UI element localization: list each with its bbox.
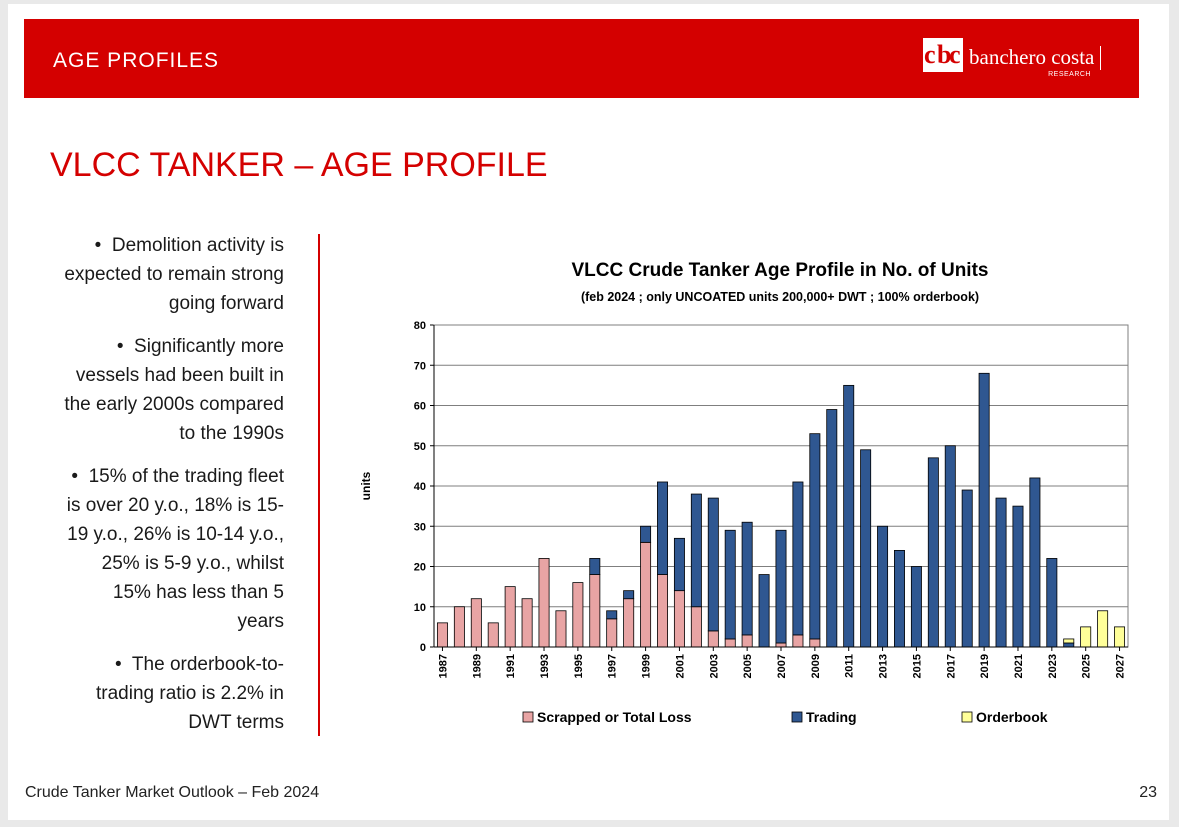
- x-tick-label: 2023: [1046, 654, 1059, 679]
- bar-trading-2017: [945, 446, 955, 647]
- x-tick-label: 2007: [776, 654, 788, 679]
- bar-trading-2012: [861, 450, 871, 647]
- bar-trading-2006: [759, 575, 769, 647]
- x-tick-label: 2017: [945, 654, 958, 679]
- bullet-list: [62, 231, 284, 751]
- bar-orderbook-2026: [1098, 611, 1108, 647]
- legend-item: [523, 709, 692, 725]
- y-tick-label: 30: [413, 521, 426, 534]
- chart-title: VLCC Crude Tanker Age Profile in No. of Units: [571, 260, 989, 281]
- x-tick-label: 2015: [911, 654, 924, 679]
- x-tick-label: 1997: [606, 654, 619, 679]
- bar-trading-2019: [979, 373, 989, 647]
- bar-scrapped-2004: [725, 639, 735, 647]
- age-profile-chart: [340, 250, 1160, 750]
- bar-trading-2023: [1047, 558, 1057, 647]
- bar-scrapped-1998: [624, 599, 634, 647]
- legend-label: Scrapped or Total Loss: [537, 709, 692, 725]
- chart-subtitle: (feb 2024 ; only UNCOATED units 200,000+ DWT ; 100% orderbook): [580, 290, 980, 304]
- bar-orderbook-2024: [1064, 639, 1074, 643]
- bar-trading-1996: [590, 558, 600, 574]
- y-tick-label: 70: [413, 360, 426, 373]
- bar-scrapped-1997: [607, 619, 617, 647]
- bar-trading-2009: [810, 434, 820, 639]
- x-tick-label: 2019: [979, 654, 992, 679]
- y-tick-label: 0: [419, 642, 426, 654]
- bar-orderbook-2027: [1114, 627, 1124, 647]
- header-banner: [24, 19, 1139, 98]
- y-tick-label: 10: [413, 601, 426, 614]
- bar-trading-2002: [691, 494, 701, 607]
- legend: [523, 709, 1048, 725]
- bar-trading-2024: [1064, 643, 1074, 647]
- y-tick-label: 50: [413, 440, 426, 453]
- x-tick-label: 1991: [505, 654, 518, 679]
- bar-trading-2007: [776, 530, 786, 643]
- bar-scrapped-1990: [488, 623, 498, 647]
- bar-trading-1999: [641, 526, 651, 542]
- bullet-text: 15% of the trading fleet is over 20 y.o., 18% is 15-19 y.o., 26% is 10-14 y.o., 25% is 5-9 y.o., whilst 15% has less than 5 years: [66, 466, 284, 632]
- bar-trading-2001: [674, 538, 684, 590]
- legend-label: Trading: [806, 709, 857, 725]
- bar-scrapped-1989: [471, 599, 481, 647]
- x-tick-label: 1987: [437, 654, 450, 679]
- bar-scrapped-2008: [793, 635, 803, 647]
- legend-item: [792, 709, 857, 725]
- bullet-item: • The orderbook-to-trading ratio is 2.2% in DWT terms: [96, 654, 284, 733]
- bullet-item: • 15% of the trading fleet is over 20 y.o., 18% is 15-19 y.o., 26% is 10-14 y.o., 25% is 5-9 y.o., whilst 15% has less than 5 years: [66, 466, 284, 632]
- bar-scrapped-2000: [657, 575, 667, 647]
- legend-swatch: [523, 712, 533, 722]
- bar-scrapped-1992: [522, 599, 532, 647]
- y-axis-label: units: [359, 471, 373, 501]
- bullet-item: • Significantly more vessels had been built in the early 2000s compared to the 1990s: [64, 336, 284, 444]
- bullet-text: Significantly more vessels had been built in the early 2000s compared to the 1990s: [64, 336, 284, 444]
- bar-trading-2003: [708, 498, 718, 631]
- bar-trading-2011: [844, 385, 854, 647]
- bar-trading-2014: [894, 550, 904, 647]
- bar-scrapped-1996: [590, 575, 600, 647]
- page-title: VLCC TANKER – AGE PROFILE: [50, 146, 548, 184]
- x-tick-label: 2013: [877, 654, 890, 679]
- x-tick-label: 1995: [572, 654, 585, 679]
- x-tick-label: 2003: [708, 654, 721, 679]
- bullet-text: Demolition activity is expected to remain strong going forward: [64, 235, 284, 314]
- page-number: 23: [1139, 784, 1157, 801]
- x-tick-label: 2005: [742, 654, 755, 679]
- y-tick-label: 40: [413, 481, 426, 493]
- bar-scrapped-2005: [742, 635, 752, 647]
- bar-trading-2015: [911, 567, 921, 648]
- x-tick-label: 2009: [809, 654, 822, 679]
- bar-trading-2018: [962, 490, 972, 647]
- x-tick-label: 1989: [471, 654, 484, 679]
- bar-trading-2016: [928, 458, 938, 647]
- bar-orderbook-2025: [1081, 627, 1091, 647]
- x-tick-label: 2011: [843, 654, 856, 678]
- bar-trading-1998: [624, 591, 634, 599]
- logo-divider: [1100, 46, 1101, 70]
- bar-scrapped-1995: [573, 583, 583, 647]
- x-tick-label: 1993: [539, 654, 552, 679]
- x-tick-label: 2021: [1012, 654, 1025, 679]
- bar-trading-1997: [607, 611, 617, 619]
- bar-trading-2010: [827, 410, 837, 647]
- bar-scrapped-2003: [708, 631, 718, 647]
- bar-scrapped-1999: [641, 542, 651, 647]
- legend-label: Orderbook: [976, 709, 1048, 725]
- bar-scrapped-1991: [505, 587, 515, 647]
- logo-sub: RESEARCH: [1048, 71, 1091, 78]
- bc-logo-icon: c b c: [923, 38, 963, 72]
- bars: [437, 373, 1124, 647]
- x-tick-label: 2001: [674, 654, 687, 679]
- legend-item: [962, 709, 1048, 725]
- bar-scrapped-1993: [539, 558, 549, 647]
- y-tick-label: 80: [413, 320, 426, 332]
- x-tick-label: 2027: [1114, 654, 1127, 679]
- bar-scrapped-2002: [691, 607, 701, 647]
- bar-scrapped-1988: [454, 607, 464, 647]
- bar-trading-2005: [742, 522, 752, 635]
- bar-trading-2004: [725, 530, 735, 639]
- vertical-divider: [318, 234, 320, 736]
- bar-trading-2021: [1013, 506, 1023, 647]
- footer-title: Crude Tanker Market Outlook – Feb 2024: [25, 784, 320, 801]
- y-tick-label: 60: [413, 400, 426, 413]
- bar-scrapped-2009: [810, 639, 820, 647]
- banchero-costa-logo: [917, 33, 1117, 85]
- bar-scrapped-1994: [556, 611, 566, 647]
- x-tick-label: 2025: [1080, 654, 1093, 679]
- bar-trading-2020: [996, 498, 1006, 647]
- legend-swatch: [792, 712, 802, 722]
- bar-scrapped-1987: [437, 623, 447, 647]
- x-tick-label: 1999: [640, 654, 653, 679]
- y-tick-label: 20: [413, 561, 426, 574]
- bar-scrapped-2007: [776, 643, 786, 647]
- bar-trading-2008: [793, 482, 803, 635]
- bar-scrapped-2001: [674, 591, 684, 647]
- bullet-item: • Demolition activity is expected to remain strong going forward: [64, 235, 284, 314]
- legend-swatch: [962, 712, 972, 722]
- section-title: AGE PROFILES: [53, 49, 220, 72]
- bar-trading-2000: [657, 482, 667, 575]
- bar-trading-2022: [1030, 478, 1040, 647]
- bullet-text: The orderbook-to-trading ratio is 2.2% in DWT terms: [96, 654, 284, 733]
- logo-name: banchero costa: [969, 45, 1095, 69]
- bar-trading-2013: [877, 526, 887, 647]
